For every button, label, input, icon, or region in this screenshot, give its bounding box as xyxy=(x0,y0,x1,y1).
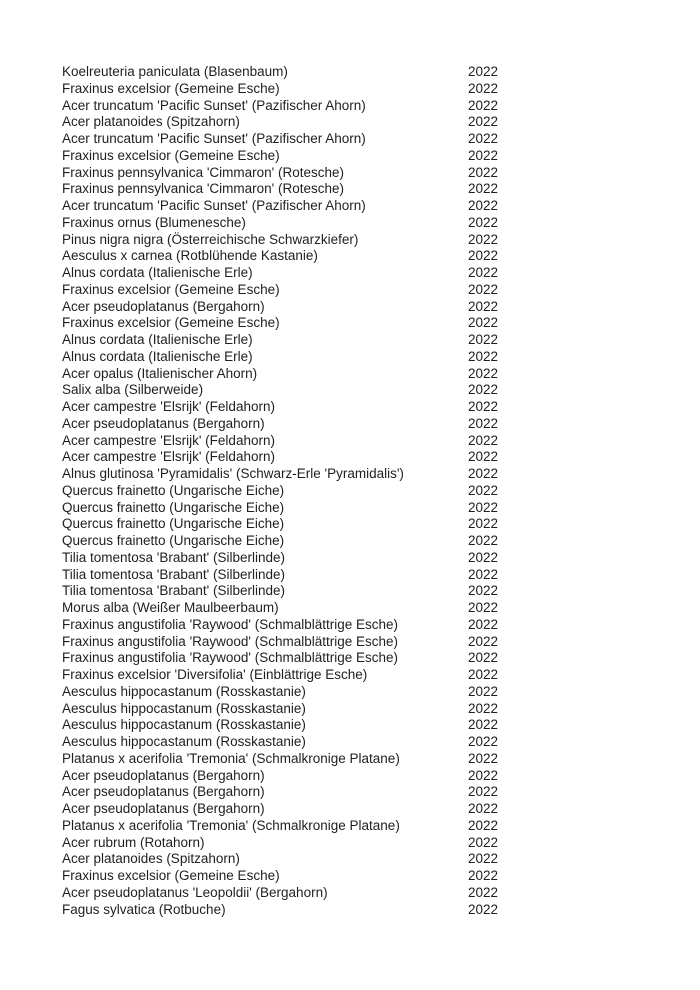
tree-name: Alnus cordata (Italienische Erle) xyxy=(62,332,253,347)
tree-year: 2022 xyxy=(468,683,499,699)
tree-name: Acer truncatum 'Pacific Sunset' (Pazifischer Ahorn) xyxy=(62,198,366,213)
tree-year: 2022 xyxy=(468,516,499,532)
tree-year: 2022 xyxy=(468,365,499,381)
tree-row xyxy=(62,516,662,533)
tree-name: Acer pseudoplatanus (Bergahorn) xyxy=(62,415,265,431)
tree-row xyxy=(62,81,662,98)
tree-year: 2022 xyxy=(468,248,499,264)
tree-name: Fraxinus angustifolia 'Raywood' (Schmalblättrige Esche) xyxy=(62,616,399,632)
tree-row xyxy=(62,868,662,885)
tree-year: 2022 xyxy=(468,281,499,297)
tree-row xyxy=(62,751,662,768)
tree-name: Acer campestre 'Elsrijk' (Feldahorn) xyxy=(62,449,275,465)
tree-name: Koelreuteria paniculata (Blasenbaum) xyxy=(62,64,288,79)
tree-year: 2022 xyxy=(468,650,499,666)
tree-name: Morus alba (Weißer Maulbeerbaum) xyxy=(62,600,279,615)
tree-row xyxy=(62,232,662,249)
tree-year: 2022 xyxy=(468,265,499,280)
tree-name: Aesculus hippocastanum (Rosskastanie) xyxy=(62,683,306,699)
tree-row xyxy=(62,332,662,349)
tree-year: 2022 xyxy=(468,767,499,783)
tree-year: 2022 xyxy=(468,700,499,716)
tree-year: 2022 xyxy=(468,315,499,331)
tree-year: 2022 xyxy=(468,482,499,498)
tree-year: 2022 xyxy=(468,181,499,197)
tree-year: 2022 xyxy=(468,667,499,682)
tree-row xyxy=(62,483,662,500)
tree-name: Quercus frainetto (Ungarische Eiche) xyxy=(62,533,285,548)
tree-row xyxy=(62,399,662,416)
tree-name: Alnus glutinosa 'Pyramidalis' (Schwarz-Erle 'Pyramidalis') xyxy=(62,466,404,481)
tree-name: Aesculus x carnea (Rotblühende Kastanie) xyxy=(62,248,318,264)
tree-name: Aesculus hippocastanum (Rosskastanie) xyxy=(62,717,306,733)
tree-year: 2022 xyxy=(468,97,499,113)
tree-row xyxy=(62,315,662,332)
tree-row xyxy=(62,98,662,115)
tree-name: Acer pseudoplatanus (Bergahorn) xyxy=(62,784,265,800)
tree-row xyxy=(62,349,662,366)
tree-name: Tilia tomentosa 'Brabant' (Silberlinde) xyxy=(62,566,286,582)
tree-row xyxy=(62,416,662,433)
tree-row xyxy=(62,818,662,835)
tree-year: 2022 xyxy=(468,600,499,615)
tree-name: Acer campestre 'Elsrijk' (Feldahorn) xyxy=(62,399,275,414)
tree-row xyxy=(62,851,662,868)
tree-name: Platanus x acerifolia 'Tremonia' (Schmalkronige Platane) xyxy=(62,750,400,766)
tree-row xyxy=(62,902,662,919)
tree-year: 2022 xyxy=(468,198,499,213)
tree-name: Acer platanoides (Spitzahorn) xyxy=(62,851,240,867)
tree-name: Fraxinus angustifolia 'Raywood' (Schmalblättrige Esche) xyxy=(62,650,399,666)
tree-row xyxy=(62,64,662,81)
tree-row xyxy=(62,282,662,299)
tree-year: 2022 xyxy=(468,884,499,900)
tree-year: 2022 xyxy=(468,633,499,649)
tree-name: Acer platanoides (Spitzahorn) xyxy=(62,114,240,130)
tree-row xyxy=(62,466,662,483)
tree-row xyxy=(62,567,662,584)
tree-row xyxy=(62,148,662,165)
tree-row xyxy=(62,500,662,517)
tree-year: 2022 xyxy=(468,298,499,314)
tree-year: 2022 xyxy=(468,817,499,833)
tree-name: Fraxinus excelsior (Gemeine Esche) xyxy=(62,147,280,163)
tree-year: 2022 xyxy=(468,131,499,146)
tree-row xyxy=(62,366,662,383)
tree-row xyxy=(62,198,662,215)
tree-row xyxy=(62,550,662,567)
tree-year: 2022 xyxy=(468,80,499,96)
tree-year: 2022 xyxy=(468,901,499,917)
tree-row xyxy=(62,433,662,450)
tree-row xyxy=(62,650,662,667)
tree-year: 2022 xyxy=(468,834,499,850)
tree-row xyxy=(62,684,662,701)
tree-name: Fraxinus excelsior (Gemeine Esche) xyxy=(62,80,280,96)
tree-name: Fraxinus angustifolia 'Raywood' (Schmalblättrige Esche) xyxy=(62,633,399,649)
tree-name: Quercus frainetto (Ungarische Eiche) xyxy=(62,516,285,532)
tree-year: 2022 xyxy=(468,784,499,800)
tree-name: Pinus nigra nigra (Österreichische Schwarzkiefer) xyxy=(62,231,359,247)
tree-row xyxy=(62,667,662,684)
tree-row xyxy=(62,382,662,399)
tree-name: Fraxinus pennsylvanica 'Cimmaron' (Rotesche) xyxy=(62,181,345,197)
tree-name: Acer pseudoplatanus (Bergahorn) xyxy=(62,801,265,816)
tree-name: Acer pseudoplatanus (Bergahorn) xyxy=(62,767,265,783)
tree-row xyxy=(62,131,662,148)
tree-name: Acer campestre 'Elsrijk' (Feldahorn) xyxy=(62,432,275,448)
tree-row xyxy=(62,885,662,902)
tree-year: 2022 xyxy=(468,549,499,565)
tree-row xyxy=(62,617,662,634)
tree-row xyxy=(62,634,662,651)
tree-row xyxy=(62,717,662,734)
tree-year: 2022 xyxy=(468,147,499,163)
tree-name: Fraxinus excelsior (Gemeine Esche) xyxy=(62,868,280,883)
tree-name: Fraxinus ornus (Blumenesche) xyxy=(62,214,246,230)
tree-row xyxy=(62,801,662,818)
tree-name: Fraxinus excelsior (Gemeine Esche) xyxy=(62,281,280,297)
tree-year: 2022 xyxy=(468,348,499,364)
tree-year: 2022 xyxy=(468,64,499,79)
tree-name: Fraxinus pennsylvanica 'Cimmaron' (Rotesche) xyxy=(62,164,345,180)
tree-year: 2022 xyxy=(468,382,499,398)
tree-name: Aesculus hippocastanum (Rosskastanie) xyxy=(62,700,306,716)
tree-row xyxy=(62,600,662,617)
tree-row xyxy=(62,248,662,265)
tree-year: 2022 xyxy=(468,717,499,733)
tree-name: Acer truncatum 'Pacific Sunset' (Pazifischer Ahorn) xyxy=(62,131,366,146)
tree-row xyxy=(62,449,662,466)
tree-name: Tilia tomentosa 'Brabant' (Silberlinde) xyxy=(62,549,286,565)
tree-year: 2022 xyxy=(468,583,499,599)
tree-year: 2022 xyxy=(468,851,499,867)
tree-year: 2022 xyxy=(468,499,499,515)
tree-year: 2022 xyxy=(468,449,499,465)
tree-year: 2022 xyxy=(468,566,499,582)
tree-row xyxy=(62,768,662,785)
tree-row xyxy=(62,734,662,751)
tree-name: Acer opalus (Italienischer Ahorn) xyxy=(62,365,258,381)
tree-year: 2022 xyxy=(468,164,499,180)
tree-year: 2022 xyxy=(468,533,499,548)
tree-name: Quercus frainetto (Ungarische Eiche) xyxy=(62,482,285,498)
tree-name: Fraxinus excelsior 'Diversifolia' (Einblättrige Esche) xyxy=(62,667,368,682)
tree-row xyxy=(62,784,662,801)
tree-year: 2022 xyxy=(468,432,499,448)
tree-year: 2022 xyxy=(468,734,499,749)
tree-row xyxy=(62,533,662,550)
tree-year: 2022 xyxy=(468,114,499,130)
tree-year: 2022 xyxy=(468,415,499,431)
tree-year: 2022 xyxy=(468,616,499,632)
tree-name: Acer pseudoplatanus (Bergahorn) xyxy=(62,298,265,314)
tree-year: 2022 xyxy=(468,750,499,766)
tree-row xyxy=(62,165,662,182)
tree-list xyxy=(62,64,662,918)
tree-row xyxy=(62,265,662,282)
tree-year: 2022 xyxy=(468,466,499,481)
tree-row xyxy=(62,215,662,232)
tree-name: Quercus frainetto (Ungarische Eiche) xyxy=(62,499,285,515)
tree-name: Aesculus hippocastanum (Rosskastanie) xyxy=(62,734,306,749)
tree-name: Fraxinus excelsior (Gemeine Esche) xyxy=(62,315,280,331)
tree-year: 2022 xyxy=(468,399,499,414)
tree-year: 2022 xyxy=(468,332,499,347)
tree-row xyxy=(62,181,662,198)
tree-name: Salix alba (Silberweide) xyxy=(62,382,204,398)
tree-year: 2022 xyxy=(468,801,499,816)
tree-name: Fagus sylvatica (Rotbuche) xyxy=(62,901,226,917)
tree-name: Acer truncatum 'Pacific Sunset' (Pazifischer Ahorn) xyxy=(62,97,366,113)
tree-row xyxy=(62,835,662,852)
tree-name: Alnus cordata (Italienische Erle) xyxy=(62,265,253,280)
tree-year: 2022 xyxy=(468,231,499,247)
tree-name: Acer rubrum (Rotahorn) xyxy=(62,834,205,850)
tree-row xyxy=(62,583,662,600)
tree-year: 2022 xyxy=(468,214,499,230)
tree-row xyxy=(62,299,662,316)
tree-name: Acer pseudoplatanus 'Leopoldii' (Bergahorn) xyxy=(62,884,328,900)
tree-name: Alnus cordata (Italienische Erle) xyxy=(62,348,253,364)
tree-year: 2022 xyxy=(468,868,499,883)
tree-name: Platanus x acerifolia 'Tremonia' (Schmalkronige Platane) xyxy=(62,817,400,833)
tree-name: Tilia tomentosa 'Brabant' (Silberlinde) xyxy=(62,583,286,599)
tree-row xyxy=(62,114,662,131)
tree-row xyxy=(62,701,662,718)
